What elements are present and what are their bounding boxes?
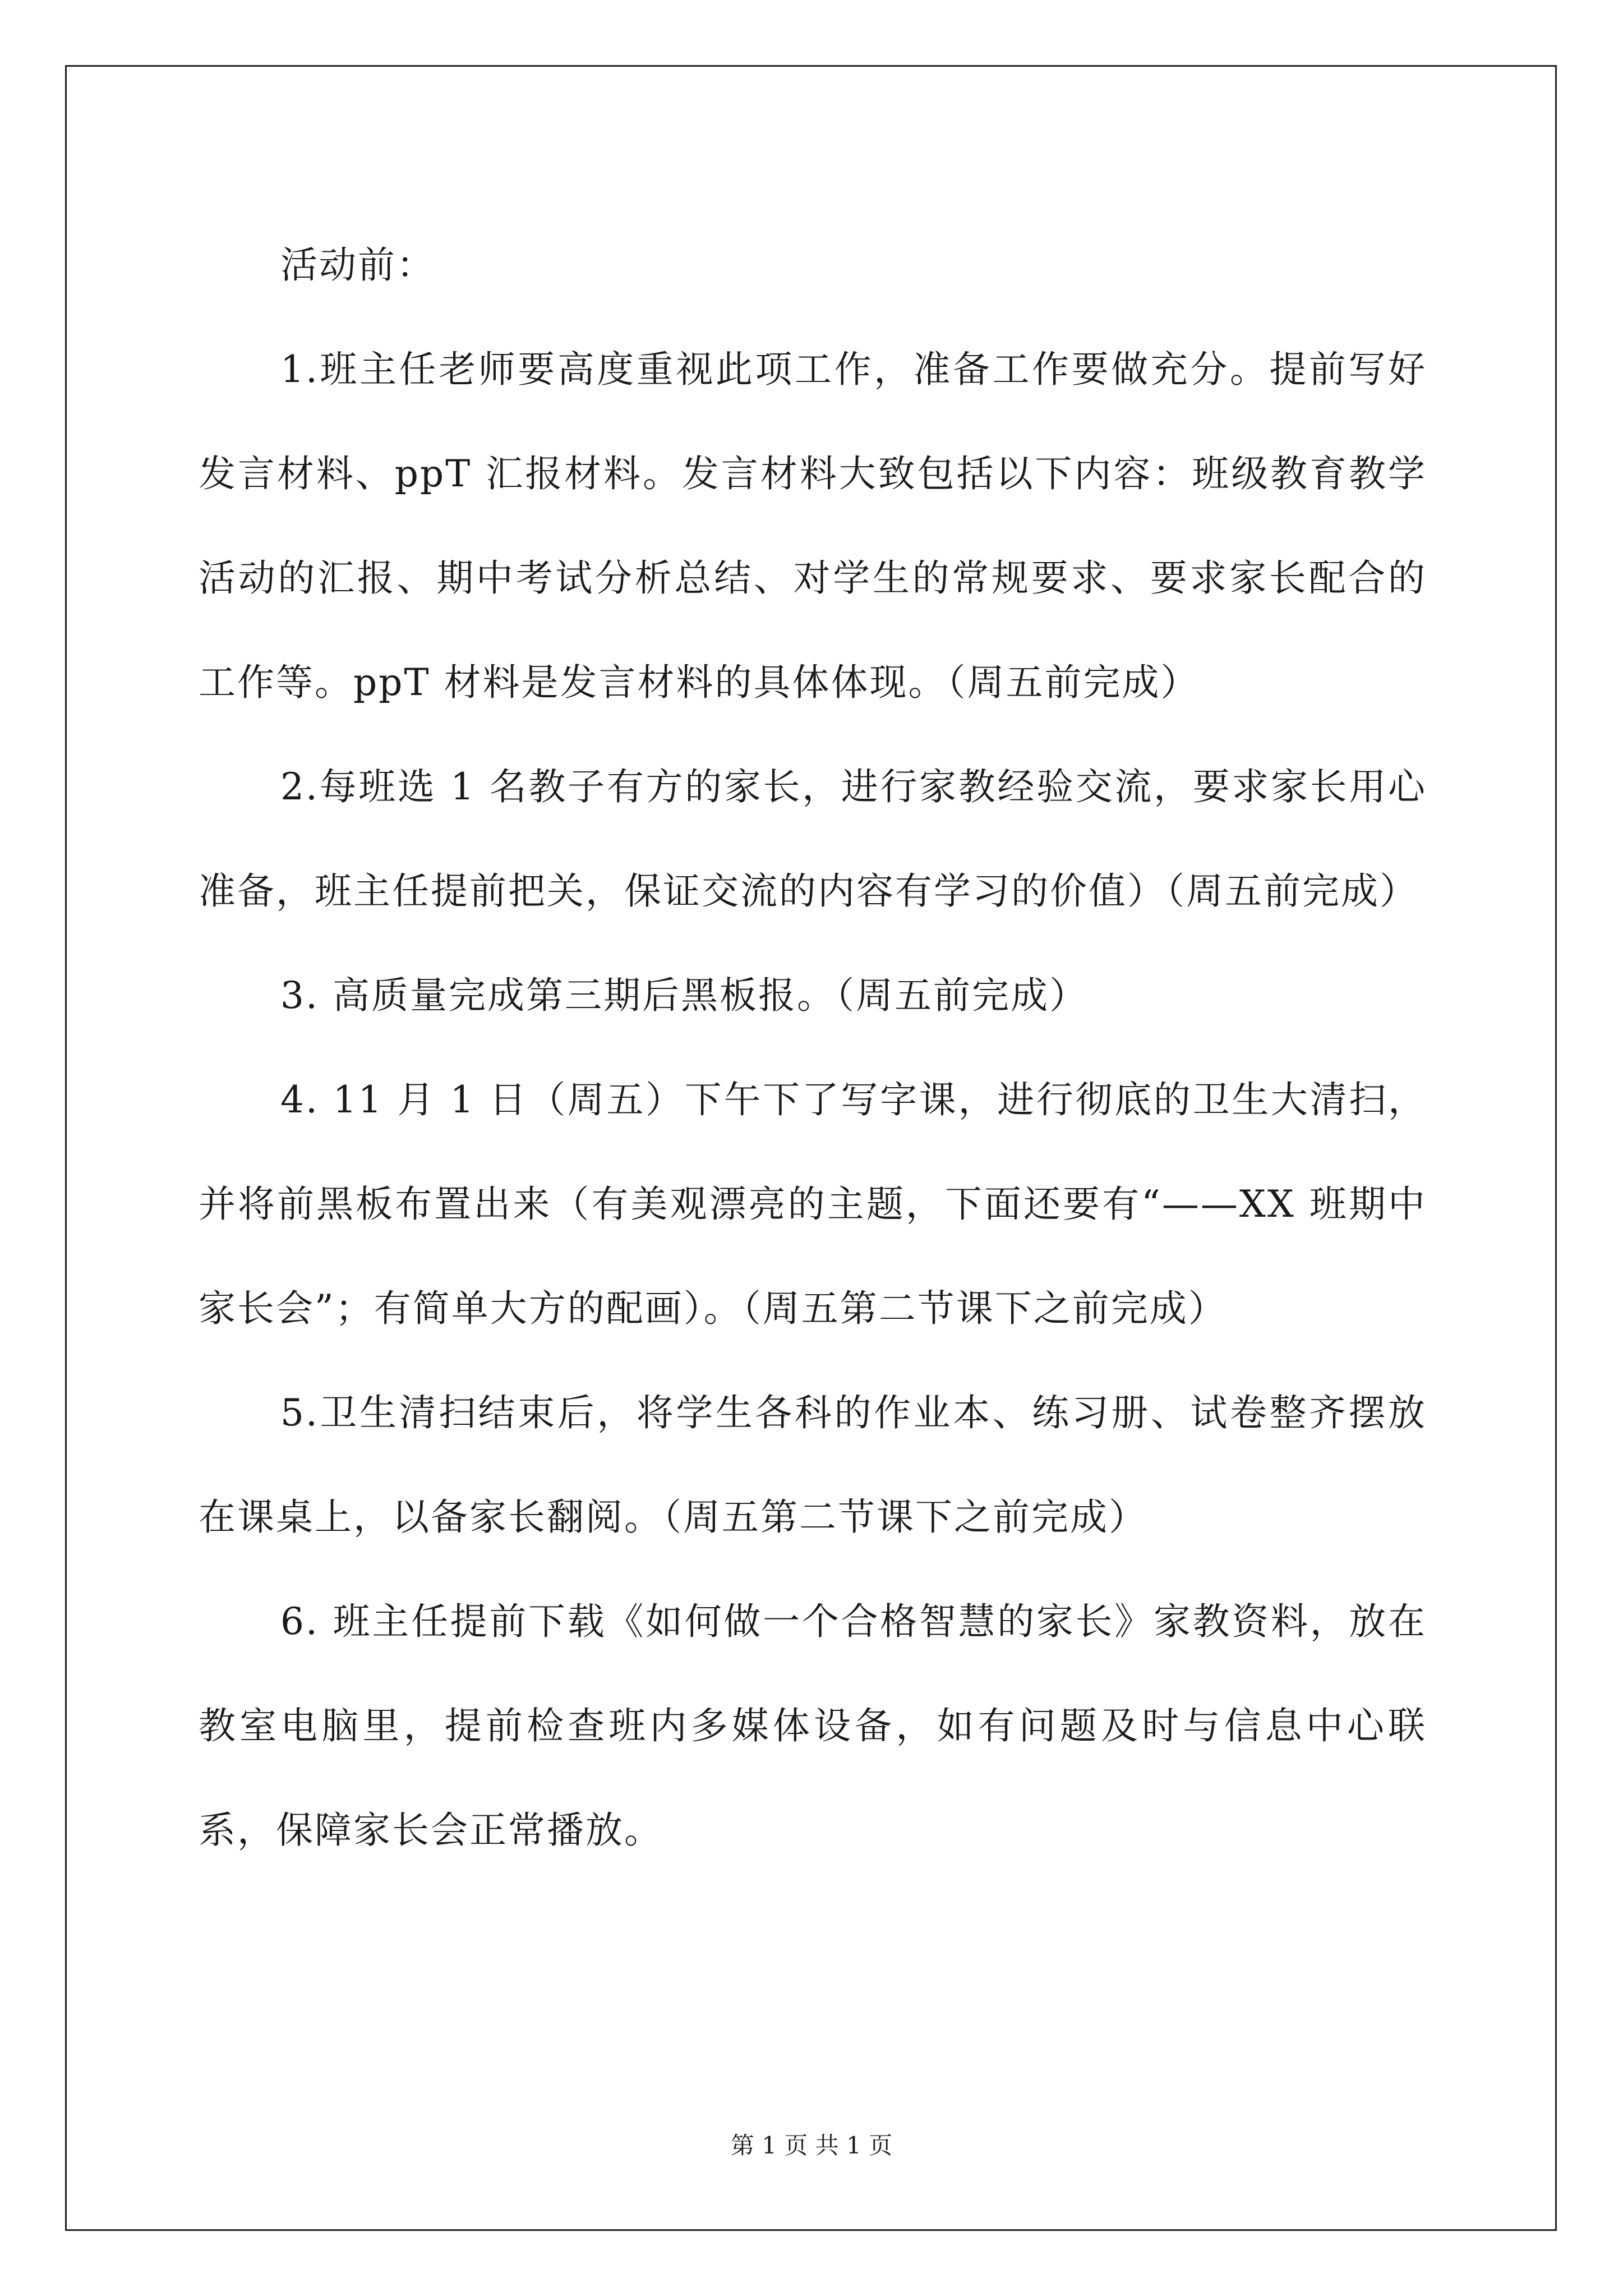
paragraph-item-3: 3. 高质量完成第三期后黑板报。（周五前完成） — [280, 974, 1088, 1017]
paragraph-item-1: 1.班主任老师要高度重视此项工作，准备工作要做充分。提前写好发言材料、ppT 汇报材料。发言材料大致包括以下内容：班级教育教学活动的汇报、期中考试分析总结、对学生的常规要求、要求家长配合的工作等。ppT 材料是发言材料的具体体现。（周五前完成） — [199, 348, 1427, 704]
paragraph-item-6: 6. 班主任提前下载《如何做一个合格智慧的家长》家教资料，放在教室电脑里，提前检查班内多媒体设备，如有问题及时与信息中心联系，保障家长会正常播放。 — [199, 1600, 1427, 1852]
section-heading: 活动前： — [280, 243, 435, 287]
paragraph-item-5: 5.卫生清扫结束后，将学生各科的作业本、练习册、试卷整齐摆放在课桌上，以备家长翻阅。（周五第二节课下之前完成） — [199, 1391, 1427, 1539]
paragraph-item-4: 4. 11 月 1 日（周五）下午下了写字课，进行彻底的卫生大清扫，并将前黑板布置出来（有美观漂亮的主题，下面还要有“——XX 班期中家长会”；有简单大方的配画）。（周五第二节课下之前完成） — [199, 1078, 1427, 1330]
paragraph-item-2: 2.每班选 1 名教子有方的家长，进行家教经验交流，要求家长用心准备，班主任提前把关，保证交流的内容有学习的价值）（周五前完成） — [199, 765, 1427, 913]
page-footer: 第 1 页 共 1 页 — [730, 2132, 893, 2159]
document-body — [199, 213, 1427, 1883]
